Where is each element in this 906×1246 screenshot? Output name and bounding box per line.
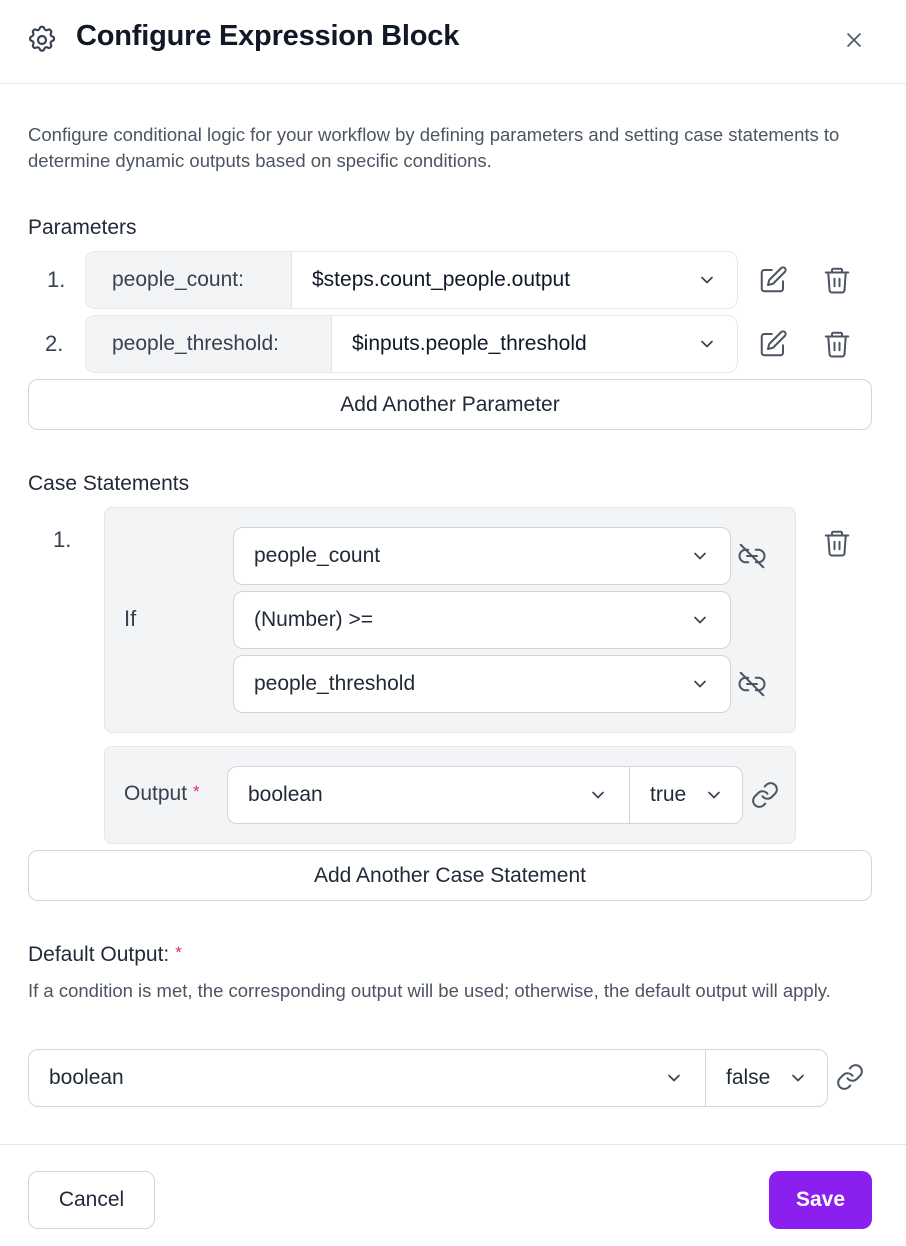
output-value: true — [650, 783, 687, 806]
output-value-select[interactable] — [629, 767, 742, 823]
operator-select[interactable] — [233, 591, 731, 649]
left-operand-select[interactable] — [233, 527, 731, 585]
output-label — [124, 782, 200, 806]
edit-icon[interactable] — [758, 265, 788, 295]
parameters-title: Parameters — [28, 216, 137, 239]
link-icon[interactable] — [835, 1062, 865, 1092]
default-type-value: boolean — [49, 1066, 124, 1089]
right-operand-select[interactable] — [233, 655, 731, 713]
parameter-name: people_count: — [86, 252, 292, 308]
chevron-down-icon — [664, 1068, 684, 1088]
case-index: 1. — [53, 527, 72, 552]
right-operand-value: people_threshold — [254, 672, 416, 695]
if-label: If — [124, 606, 137, 631]
dialog-header — [0, 0, 906, 84]
required-marker: * — [175, 943, 182, 962]
chevron-down-icon — [690, 546, 710, 566]
close-icon[interactable] — [842, 28, 866, 52]
default-output-help: If a condition is met, the corresponding output will be used; otherwise, the default output will apply. — [28, 980, 831, 1001]
default-output-title — [28, 943, 182, 967]
default-type-select[interactable] — [29, 1050, 705, 1106]
output-type-select[interactable] — [228, 767, 629, 823]
chevron-down-icon — [697, 270, 717, 290]
parameter-value: $inputs.people_threshold — [352, 332, 587, 355]
add-case-statement-button[interactable]: Add Another Case Statement — [28, 850, 872, 901]
default-value: false — [726, 1066, 771, 1089]
default-value-select[interactable] — [705, 1050, 827, 1106]
case-statements-title: Case Statements — [28, 472, 190, 495]
parameter-value-select[interactable] — [292, 252, 737, 308]
parameter-index: 1. — [47, 267, 66, 292]
trash-icon[interactable] — [822, 265, 852, 295]
chevron-down-icon — [697, 334, 717, 354]
link-icon[interactable] — [750, 780, 780, 810]
chevron-down-icon — [588, 785, 608, 805]
output-select-group — [227, 766, 743, 824]
parameter-value-select[interactable] — [332, 316, 737, 372]
chevron-down-icon — [788, 1068, 808, 1088]
parameter-row — [85, 315, 738, 373]
output-label-text: Output — [124, 782, 188, 805]
parameter-value: $steps.count_people.output — [312, 268, 571, 291]
output-type-value: boolean — [248, 783, 323, 806]
left-operand-value: people_count — [254, 544, 381, 567]
parameter-row — [85, 251, 738, 309]
save-button[interactable]: Save — [769, 1171, 872, 1229]
operator-value: (Number) >= — [254, 608, 374, 631]
trash-icon[interactable] — [822, 528, 852, 558]
edit-icon[interactable] — [758, 329, 788, 359]
unlink-icon[interactable] — [737, 541, 767, 571]
gear-icon — [26, 24, 58, 56]
cancel-button[interactable]: Cancel — [28, 1171, 155, 1229]
unlink-icon[interactable] — [737, 669, 767, 699]
trash-icon[interactable] — [822, 329, 852, 359]
default-output-title-text: Default Output: — [28, 943, 170, 966]
dialog-description: Configure conditional logic for your workflow by defining parameters and setting case statements to determine dynamic outputs based on specific conditions. — [28, 124, 840, 171]
chevron-down-icon — [690, 610, 710, 630]
dialog-title: Configure Expression Block — [76, 20, 460, 52]
add-parameter-button[interactable]: Add Another Parameter — [28, 379, 872, 430]
required-marker: * — [193, 782, 200, 801]
parameter-name: people_threshold: — [86, 316, 332, 372]
chevron-down-icon — [690, 674, 710, 694]
default-output-select-group — [28, 1049, 828, 1107]
chevron-down-icon — [704, 785, 724, 805]
parameter-index: 2. — [45, 331, 64, 356]
